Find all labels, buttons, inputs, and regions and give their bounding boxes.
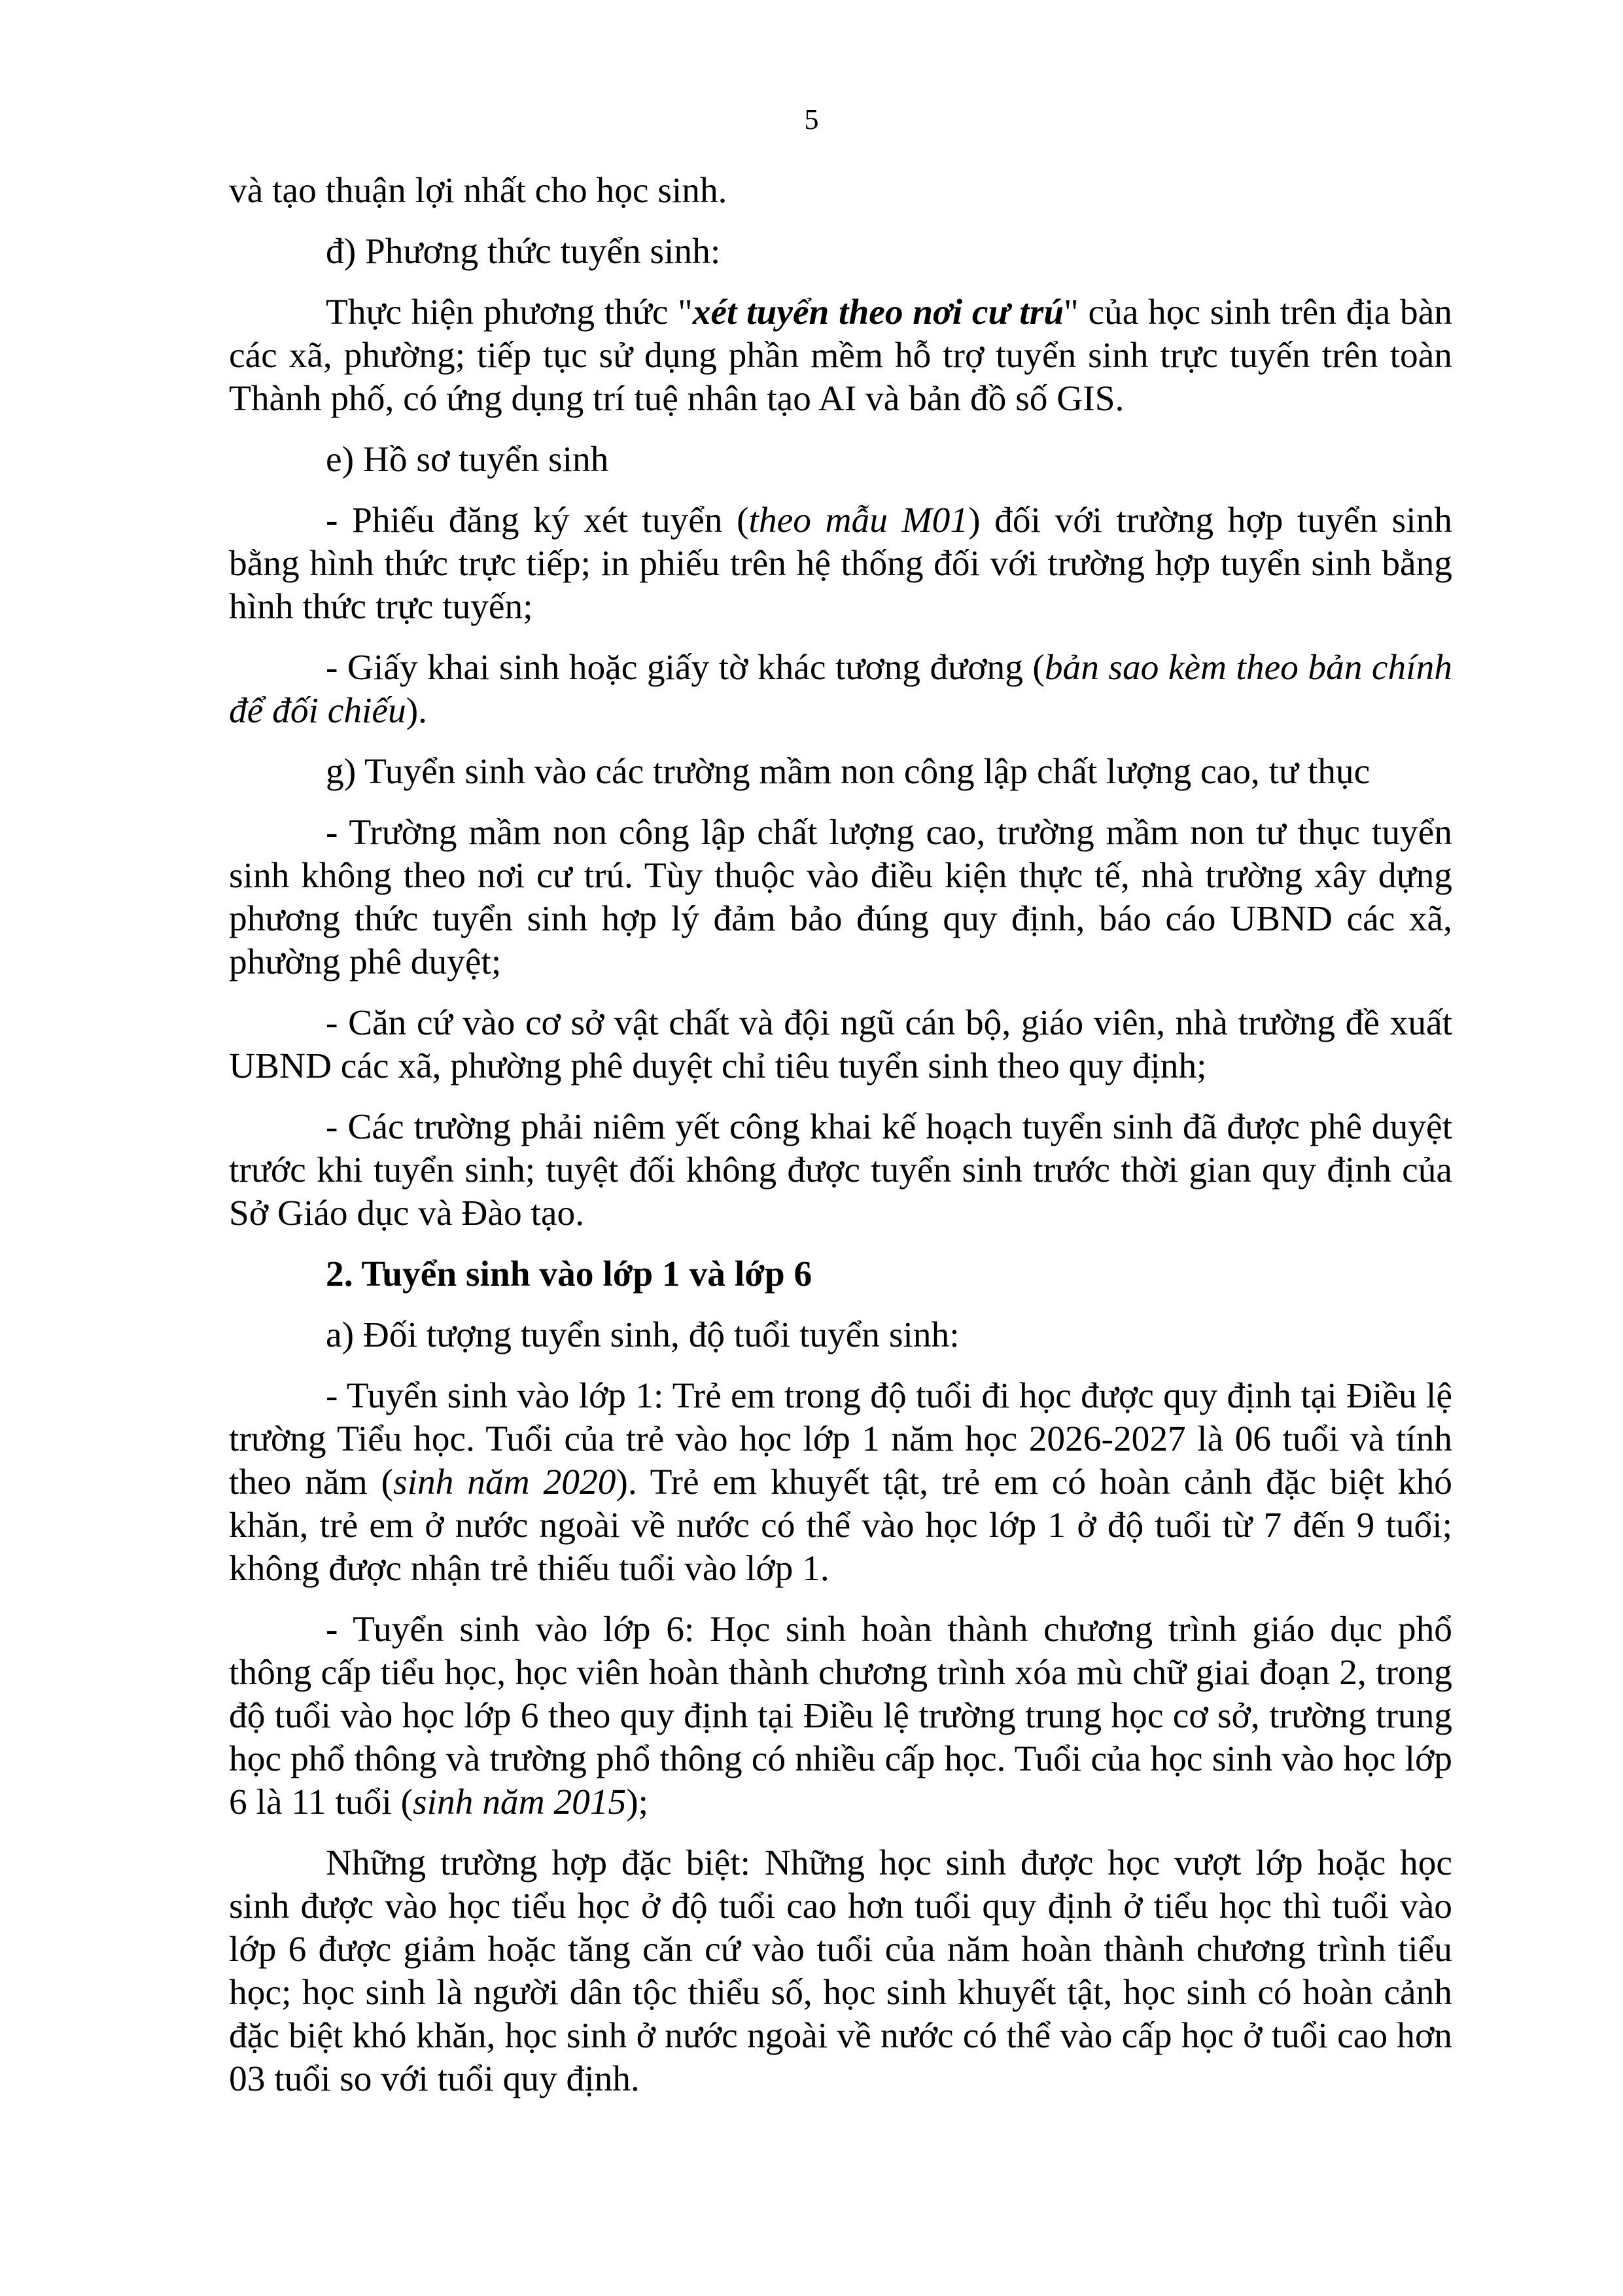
italic-text: sinh năm 2020 — [393, 1462, 616, 1502]
text-segment: ) đối với trường hợp tuyển sinh bằng hình thức trực tiếp; in phiếu trên hệ thống đối với trường hợp tuyển sinh bằng hình thức trực tuyến; — [229, 500, 1452, 626]
paragraph-high-quality-schools-heading: g) Tuyển sinh vào các trường mầm non công lập chất lượng cao, tư thục — [326, 751, 1370, 791]
emphasis-text: xét tuyển theo nơi cư trú — [692, 292, 1064, 332]
paragraph-registration-form — [229, 499, 1452, 628]
text-segment: - Phiếu đăng ký xét tuyển ( — [326, 500, 749, 540]
paragraph-quota-proposal: - Căn cứ vào cơ sở vật chất và đội ngũ cán bộ, giáo viên, nhà trường đề xuất UBND các xã, phường phê duyệt chỉ tiêu tuyển sinh theo quy định; — [229, 1002, 1452, 1086]
text-segment: - Tuyển sinh vào lớp 1: Trẻ em trong độ tuổi đi học được quy định tại Điều lệ trường Tiểu học. Tuổi của trẻ vào học lớp 1 năm học 2026-2027 là 06 tuổi và tính theo năm ( — [229, 1375, 1452, 1502]
paragraph-admission-method — [229, 291, 1452, 420]
paragraph-non-residence-admission: - Trường mầm non công lập chất lượng cao, trường mầm non tư thục tuyển sinh không theo nơi cư trú. Tùy thuộc vào điều kiện thực tế, nhà trường xây dựng phương thức tuyển sinh hợp lý đảm bảo đúng quy định, báo cáo UBND các xã, phường phê duyệt; — [229, 812, 1452, 981]
text-segment: Thực hiện phương thức " — [326, 292, 693, 332]
paragraph-birth-certificate — [229, 646, 1452, 732]
text-segment: " của học sinh trên địa bàn các xã, phường; tiếp tục sử dụng phần mềm hỗ trợ tuyển sinh trực tuyến trên toàn Thành phố, có ứng dụng trí tuệ nhân tạo AI và bản đồ số GIS. — [229, 292, 1452, 418]
text-segment: - Tuyển sinh vào lớp 6: Học sinh hoàn thành chương trình giáo dục phổ thông cấp tiểu học, học viên hoàn thành chương trình xóa mù chữ giai đoạn 2, trong độ tuổi vào học lớp 6 theo quy định tại Điều lệ trường trung học cơ sở, trường trung học phổ thông và trường phổ thông có nhiều cấp học. Tuổi của học sinh vào học lớp 6 là 11 tuổi ( — [229, 1609, 1452, 1822]
paragraph-public-posting: - Các trường phải niêm yết công khai kế hoạch tuyển sinh đã được phê duyệt trước khi tuyển sinh; tuyệt đối không được tuyển sinh trước thời gian quy định của Sở Giáo dục và Đào tạo. — [229, 1106, 1452, 1233]
text-segment: - Giấy khai sinh hoặc giấy tờ khác tương đương ( — [326, 647, 1045, 687]
paragraph-grade-6-admission — [229, 1608, 1452, 1824]
paragraph-dossier-heading: e) Hồ sơ tuyển sinh — [326, 439, 609, 479]
paragraph-grade-1-admission — [229, 1374, 1452, 1590]
text-segment: ); — [626, 1782, 649, 1822]
italic-text: sinh năm 2015 — [413, 1782, 627, 1822]
section-heading: 2. Tuyển sinh vào lớp 1 và lớp 6 — [326, 1254, 812, 1294]
text-segment: ). — [406, 690, 428, 730]
paragraph-special-cases: Những trường hợp đặc biệt: Những học sinh được học vượt lớp hoặc học sinh được vào học tiểu học ở độ tuổi cao hơn tuổi quy định ở tiểu học thì tuổi vào lớp 6 được giảm hoặc tăng căn cứ vào tuổi của năm hoàn thành chương trình tiểu học; học sinh là người dân tộc thiểu số, học sinh khuyết tật, học sinh có hoàn cảnh đặc biệt khó khăn, học sinh ở nước ngoài về nước có thể vào cấp học ở tuổi cao hơn 03 tuổi so với tuổi quy định. — [229, 1843, 1452, 2098]
paragraph-continuation: và tạo thuận lợi nhất cho học sinh. — [229, 170, 727, 210]
page-number: 5 — [804, 103, 819, 135]
italic-text: bản sao kèm theo bản chính để đối chiếu — [229, 647, 1452, 730]
text-segment: ). Trẻ em khuyết tật, trẻ em có hoàn cảnh đặc biệt khó khăn, trẻ em ở nước ngoài về nước có thể vào học lớp 1 ở độ tuổi từ 7 đến 9 tuổi; không được nhận trẻ thiếu tuổi vào lớp 1. — [229, 1462, 1452, 1588]
document-body — [229, 169, 1452, 2118]
paragraph-admission-method-heading: đ) Phương thức tuyển sinh: — [326, 231, 721, 271]
italic-text: theo mẫu M01 — [748, 500, 969, 540]
paragraph-target-age-heading: a) Đối tượng tuyển sinh, độ tuổi tuyển sinh: — [326, 1315, 960, 1354]
